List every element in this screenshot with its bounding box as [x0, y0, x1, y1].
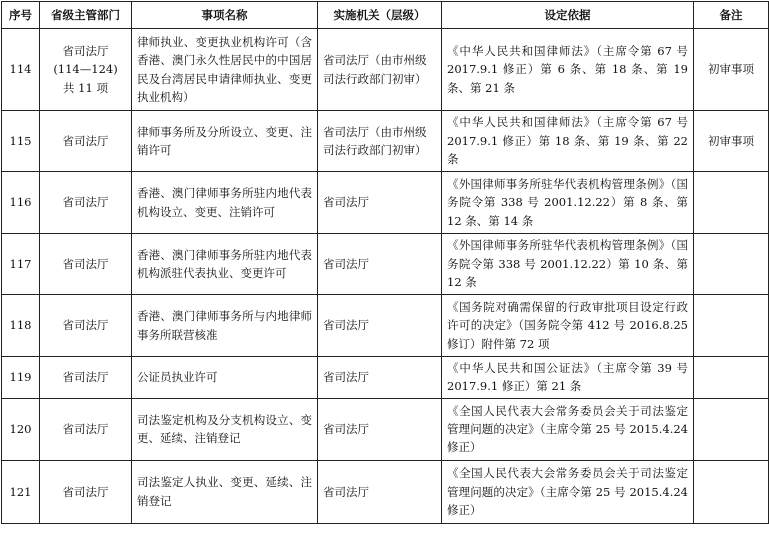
cell-item: 司法鉴定人执业、变更、延续、注销登记 — [132, 460, 318, 523]
table-row — [2, 111, 769, 172]
cell-note: 初审事项 — [694, 29, 769, 111]
table-row — [2, 172, 769, 234]
cell-note: 初审事项 — [694, 111, 769, 172]
cell-seq: 116 — [2, 172, 40, 234]
cell-seq: 120 — [2, 398, 40, 460]
cell-dept: 省司法厅 — [40, 172, 132, 234]
cell-seq: 118 — [2, 295, 40, 357]
cell-note — [694, 295, 769, 357]
cell-dept: 省司法厅 — [40, 111, 132, 172]
table-row — [2, 295, 769, 357]
header-note: 备注 — [694, 2, 769, 29]
cell-dept: 省司法厅 — [40, 295, 132, 357]
cell-agency: 省司法厅 — [318, 295, 442, 357]
cell-item: 香港、澳门律师事务所驻内地代表机构设立、变更、注销许可 — [132, 172, 318, 234]
cell-item: 律师事务所及分所设立、变更、注销许可 — [132, 111, 318, 172]
cell-dept — [40, 29, 132, 111]
table-row — [2, 357, 769, 399]
cell-basis: 《国务院对确需保留的行政审批项目设定行政许可的决定》（国务院令第 412 号 2016.8.25 修订）附件第 72 项 — [442, 295, 694, 357]
cell-agency: 省司法厅 — [318, 234, 442, 295]
table-row — [2, 234, 769, 295]
cell-item: 香港、澳门律师事务所与内地律师事务所联营核准 — [132, 295, 318, 357]
cell-note — [694, 172, 769, 234]
cell-note — [694, 357, 769, 399]
cell-basis: 《外国律师事务所驻华代表机构管理条例》（国务院令第 338 号 2001.12.22）第 10 条、第 12 条 — [442, 234, 694, 295]
table-row — [2, 29, 769, 111]
cell-seq: 117 — [2, 234, 40, 295]
cell-basis: 《中华人民共和国律师法》（主席令第 67 号 2017.9.1 修正）第 6 条、第 18 条、第 19 条、第 21 条 — [442, 29, 694, 111]
cell-agency: 省司法厅（由市州级司法行政部门初审） — [318, 111, 442, 172]
header-agency: 实施机关（层级） — [318, 2, 442, 29]
cell-agency: 省司法厅（由市州级司法行政部门初审） — [318, 29, 442, 111]
cell-note — [694, 398, 769, 460]
cell-basis: 《中华人民共和国律师法》（主席令第 67 号 2017.9.1 修正）第 18 条、第 19 条、第 22 条 — [442, 111, 694, 172]
cell-dept: 省司法厅 — [40, 234, 132, 295]
cell-dept-line: (114—124) — [53, 62, 118, 77]
cell-dept: 省司法厅 — [40, 398, 132, 460]
cell-agency: 省司法厅 — [318, 357, 442, 399]
header-dept: 省级主管部门 — [40, 2, 132, 29]
table-row — [2, 398, 769, 460]
cell-dept-line: 共 11 项 — [63, 80, 108, 95]
cell-note — [694, 234, 769, 295]
cell-seq: 114 — [2, 29, 40, 111]
header-basis: 设定依据 — [442, 2, 694, 29]
approval-items-table — [1, 1, 769, 524]
cell-dept-line: 省司法厅 — [62, 43, 109, 58]
cell-item: 律师执业、变更执业机构许可（含香港、澳门永久性居民中的中国居民及台湾居民申请律师执业、变更执业机构） — [132, 29, 318, 111]
table-header-row — [2, 2, 769, 29]
cell-basis: 《全国人民代表大会常务委员会关于司法鉴定管理问题的决定》（主席令第 25 号 2015.4.24 修正） — [442, 460, 694, 523]
cell-item: 香港、澳门律师事务所驻内地代表机构派驻代表执业、变更许可 — [132, 234, 318, 295]
header-seq: 序号 — [2, 2, 40, 29]
cell-basis: 《外国律师事务所驻华代表机构管理条例》（国务院令第 338 号 2001.12.22）第 8 条、第 12 条、第 14 条 — [442, 172, 694, 234]
cell-item: 公证员执业许可 — [132, 357, 318, 399]
header-item: 事项名称 — [132, 2, 318, 29]
cell-agency: 省司法厅 — [318, 172, 442, 234]
table-row — [2, 460, 769, 523]
cell-item: 司法鉴定机构及分支机构设立、变更、延续、注销登记 — [132, 398, 318, 460]
cell-dept: 省司法厅 — [40, 357, 132, 399]
cell-basis: 《中华人民共和国公证法》（主席令第 39 号 2017.9.1 修正）第 21 条 — [442, 357, 694, 399]
cell-note — [694, 460, 769, 523]
cell-dept: 省司法厅 — [40, 460, 132, 523]
cell-seq: 119 — [2, 357, 40, 399]
cell-seq: 115 — [2, 111, 40, 172]
cell-seq: 121 — [2, 460, 40, 523]
cell-agency: 省司法厅 — [318, 460, 442, 523]
cell-agency: 省司法厅 — [318, 398, 442, 460]
cell-basis: 《全国人民代表大会常务委员会关于司法鉴定管理问题的决定》（主席令第 25 号 2015.4.24 修正） — [442, 398, 694, 460]
